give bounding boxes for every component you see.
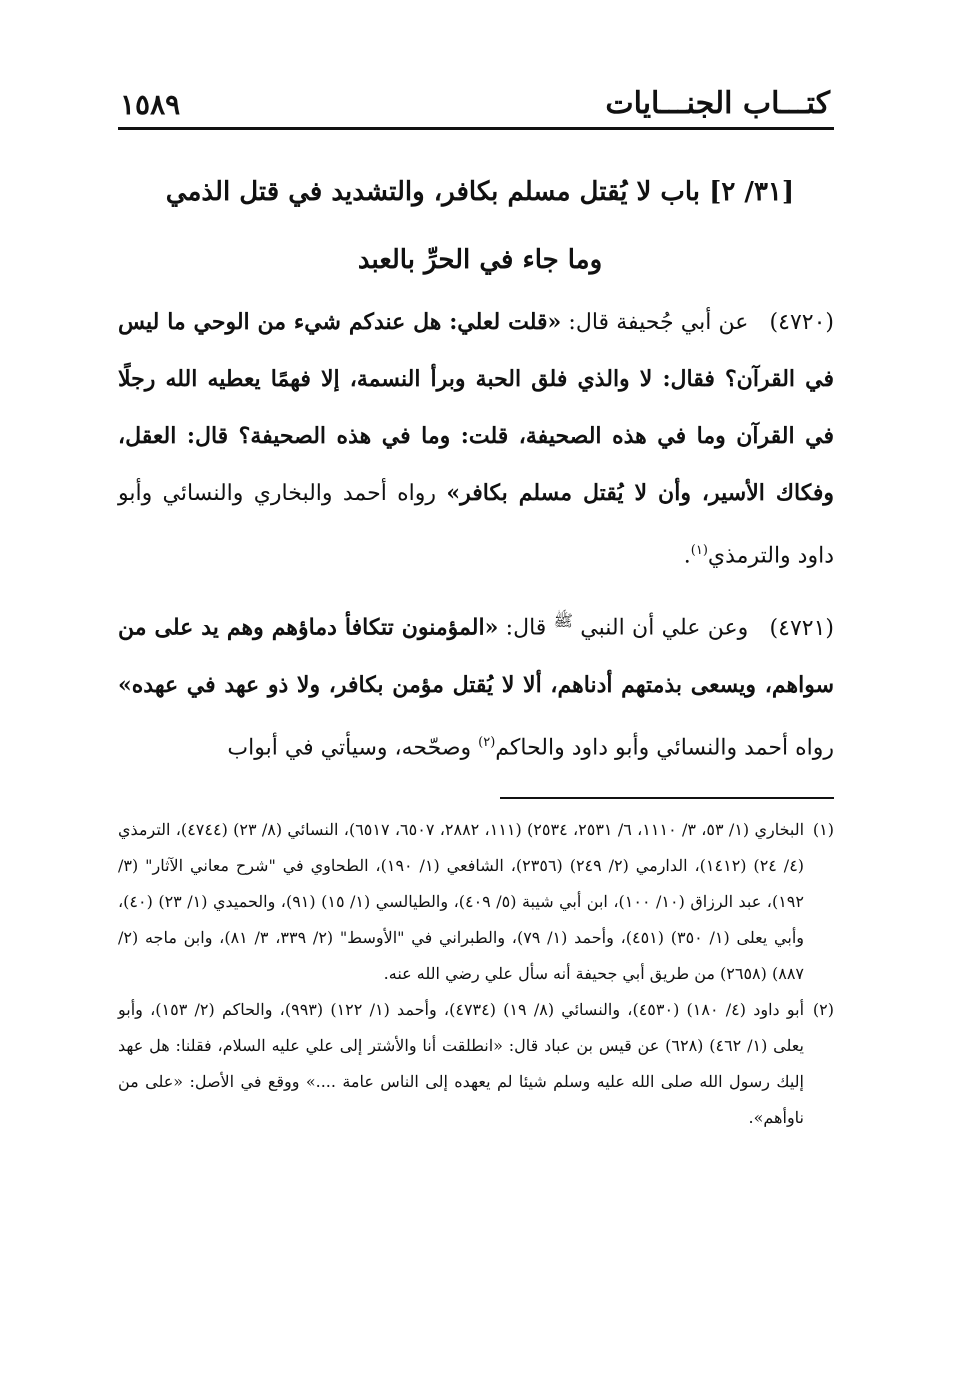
footnotes <box>118 812 834 1136</box>
chapter-heading <box>150 158 810 294</box>
hadith-number: (٤٧٢١) <box>769 615 834 641</box>
running-title: كتـــاب الجنـــايات <box>605 86 830 121</box>
hadith-attribution: رواه أحمد والبخاري والنسائي وأبو داود والترمذي <box>118 481 834 569</box>
hadith-4721 <box>118 592 834 776</box>
page-header <box>118 84 834 132</box>
hadith-intro: وعن علي أن النبي <box>580 615 749 641</box>
footnote-ref[interactable]: (١) <box>690 543 708 558</box>
footnote-2 <box>118 992 834 1136</box>
hadith-attribution: رواه أحمد والنسائي وأبو داود والحاكم <box>495 734 834 760</box>
hadith-intro-after: قال: <box>505 615 547 641</box>
page-number: ١٥٨٩ <box>120 88 181 121</box>
chapter-heading-line1: [٣١/ ٢] باب لا يُقتل مسلم بكافر، والتشديد في قتل الذمي <box>165 177 795 207</box>
footnote-text: البخاري (١/ ٥٣، ٣/ ١١١٠، ٦/ ٢٥٣١، ٢٥٣٤) (١١١، ٢٨٨٢، ٦٥٠٧، ٦٥١٧)، النسائي (٨/ ٢٣) (٤٧٤٤)، الترمذي (٤/ ٢٤) (١٤١٢)، الدارمي (٢/ ٢٤٩) (٢٣٥٦)، الشافعي (١/ ١٩٠)، الطحاوي في "شرح معاني الآثار" (٣/ ١٩٢)، عبد الرزاق (١٠/ ١٠٠)، ابن أبي شيبة (٥/ ٤٠٩)، والطيالسي (١/ ١٥) (٩١)، والحميدي (١/ ٢٣) (٤٠)، وأبي يعلى (١/ ٣٥٠) (٤٥١)، وأحمد (١/ ٧٩)، والطبراني في "الأوسط" (٢/ ٣٣٩، ٣/ ٨١)، وابن ماجه (٢/ ٨٨٧) (٢٦٥٨) من طريق أبي جحيفة أنه سأل علي رضي الله عنه. <box>118 820 805 983</box>
hadith-number: (٤٧٢٠) <box>769 310 834 335</box>
header-rule <box>118 127 834 130</box>
chapter-heading-line2: وما جاء في الحرِّ بالعبد <box>357 245 603 275</box>
hadith-tail: وصحّحه، وسيأتي في أبواب <box>227 734 472 760</box>
footnote-separator <box>500 797 834 799</box>
footnote-marker: (١) <box>812 820 834 839</box>
footnote-text: أبو داود (٤/ ١٨٠) (٤٥٣٠)، والنسائي (٨/ ١٩) (٤٧٣٤)، وأحمد (١/ ١٢٢) (٩٩٣)، والحاكم (٢/ ١٥٣)، وأبو يعلى (١/ ٤٦٢) (٦٢٨) عن قيس بن عباد قال: «انطلقت أنا والأشتر إلى علي عليه السلام، فقلنا: هل عهد إليك رسول الله صلى الله عليه وسلم شيئا لم يعهده إلى الناس عامة ....» ووقع في الأصل: «على من ناوأهم». <box>118 1000 805 1127</box>
salawat-glyph: ﷺ <box>553 611 573 631</box>
footnote-marker: (٢) <box>812 1000 834 1019</box>
main-text <box>118 294 834 784</box>
hadith-quote: «المؤمنون تتكافأ دماؤهم وهم يد على من سواهم، ويسعى بذمتهم أدناهم، ألا لا يُقتل مؤمن بكافر، ولا ذو عهد في عهده» <box>118 614 834 698</box>
hadith-4720 <box>118 294 834 584</box>
hadith-quote: «قلت لعلي: هل عندكم شيء من الوحي ما ليس في القرآن؟ فقال: لا والذي فلق الحبة وبرأ النسمة، إلا فهمًا يعطيه الله رجلًا في القرآن وما في هذه الصحيفة، قلت: وما في هذه الصحيفة؟ قال: العقل، وفكاك الأسير، وأن لا يُقتل مسلم بكافر» <box>118 309 834 506</box>
hadith-tail: . <box>683 543 691 569</box>
footnote-1 <box>118 812 834 992</box>
footnote-ref[interactable]: (٢) <box>478 734 496 750</box>
hadith-intro: عن أبي جُحيفة قال: <box>568 310 749 335</box>
